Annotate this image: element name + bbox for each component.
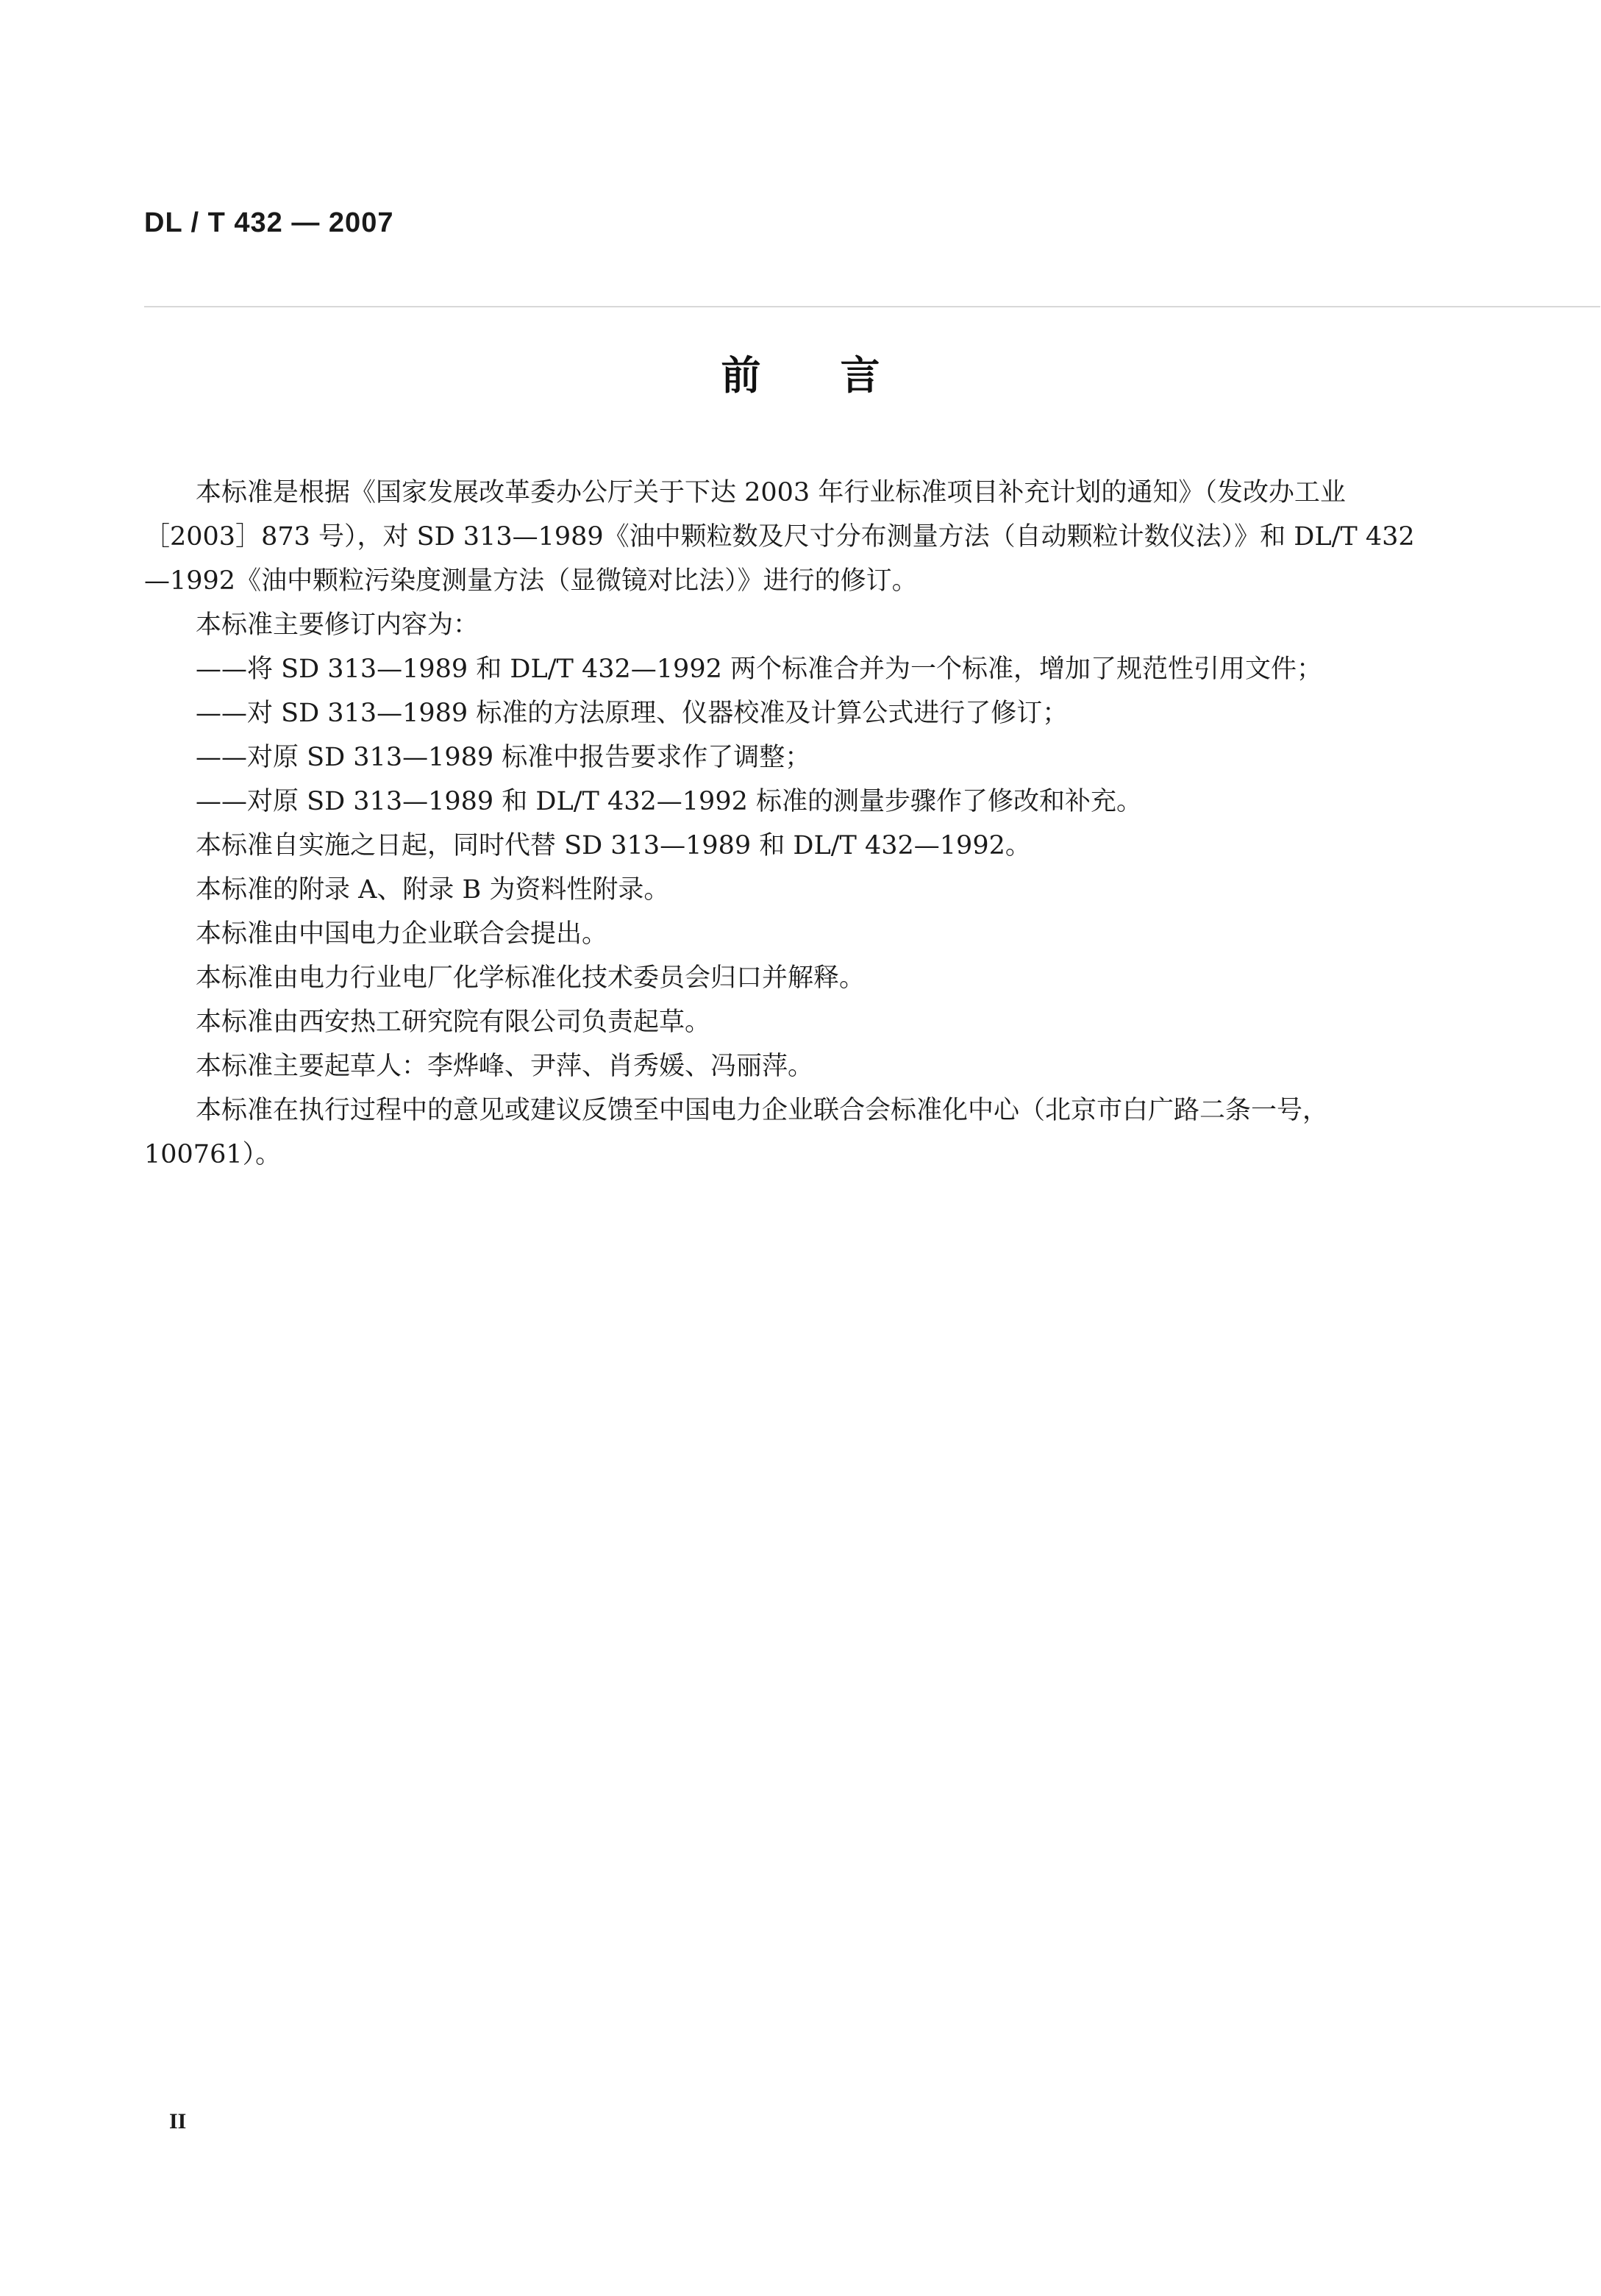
preface-paragraph-replacement: 本标准自实施之日起，同时代替 SD 313—1989 和 DL/T 432—1992。 [196, 831, 1031, 860]
header-divider [144, 306, 1600, 307]
preface-paragraph-drafters: 本标准主要起草人：李烨峰、尹萍、肖秀媛、冯丽萍。 [196, 1052, 814, 1081]
preface-paragraph-feedback: 本标准在执行过程中的意见或建议反馈至中国电力企业联合会标准化中心（北京市白广路二条一号，100761）。 [144, 1096, 1329, 1169]
page-number: II [169, 2109, 187, 2133]
preface-paragraph-administrator: 本标准由电力行业电厂化学标准化技术委员会归口并解释。 [196, 963, 866, 993]
preface-paragraph-drafting-org: 本标准由西安热工研究院有限公司负责起草。 [196, 1008, 711, 1037]
revision-item: ——对原 SD 313—1989 和 DL/T 432—1992 标准的测量步骤作了修改和补充。 [196, 787, 1142, 816]
preface-paragraph-proposer: 本标准由中国电力企业联合会提出。 [196, 919, 608, 949]
revision-item: ——对 SD 313—1989 标准的方法原理、仪器校准及计算公式进行了修订； [196, 699, 1069, 728]
preface-body [144, 471, 1431, 1177]
revision-item: ——对原 SD 313—1989 标准中报告要求作了调整； [196, 743, 811, 772]
page-title: 前言 [721, 352, 960, 399]
standard-code: DL / T 432 — 2007 [144, 207, 394, 238]
revision-item: ——将 SD 313—1989 和 DL/T 432—1992 两个标准合并为一个标准，增加了规范性引用文件； [196, 655, 1322, 684]
preface-paragraph-appendix: 本标准的附录 A、附录 B 为资料性附录。 [196, 875, 670, 905]
preface-paragraph-revisions-intro: 本标准主要修订内容为： [196, 610, 479, 640]
preface-paragraph-basis: 本标准是根据《国家发展改革委办公厅关于下达 2003 年行业标准项目补充计划的通知》（发改办工业［2003］873 号），对 SD 313—1989《油中颗粒数及尺寸分布测量方法（自动颗粒计数仪法）》和 DL/T 432—1992《油中颗粒污染度测量方法（显微镜对比法）》进行的修订。 [144, 478, 1415, 596]
